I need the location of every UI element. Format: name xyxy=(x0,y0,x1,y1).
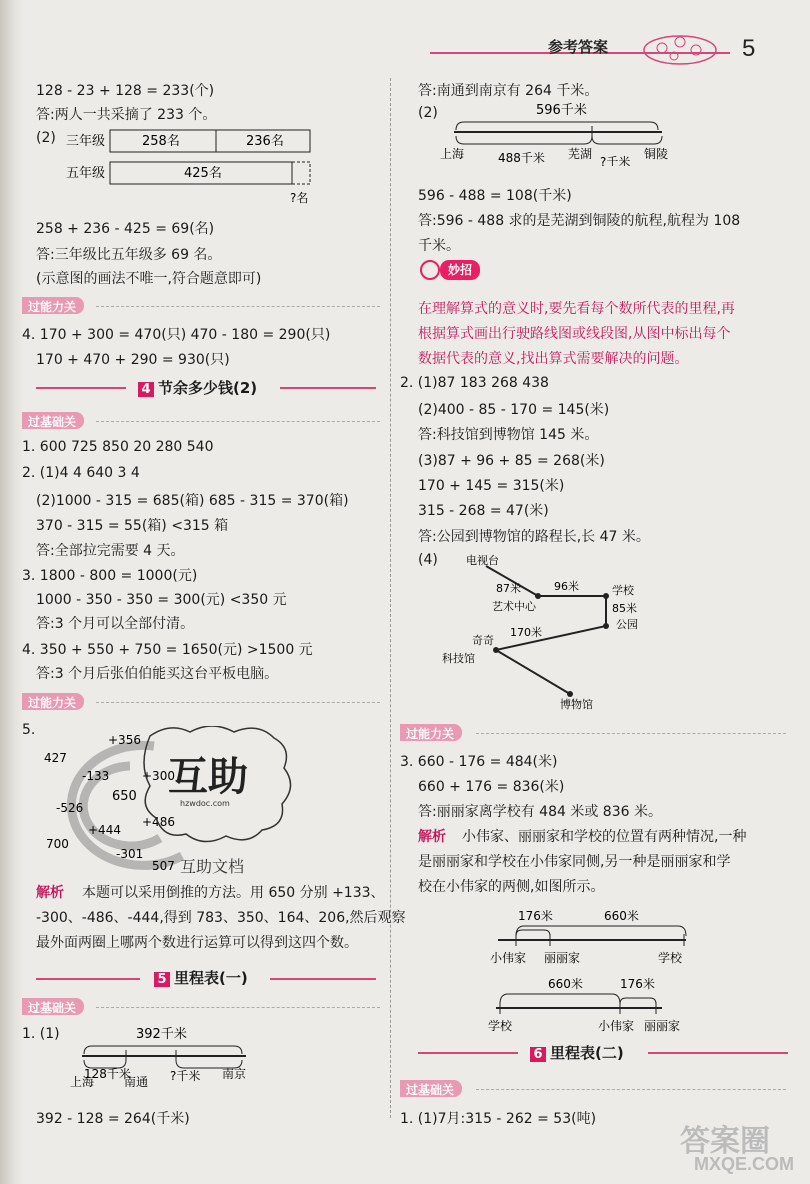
tip-text: 根据算式画出行驶路线图或线段图,从图中标出每个 xyxy=(418,326,731,342)
ring-value: -301 xyxy=(116,847,144,861)
answer-line: 1. (1) xyxy=(22,1026,60,1042)
route-place: 芜湖 xyxy=(568,147,593,161)
seg-distance: 176米 xyxy=(620,977,655,991)
answer-line: 315 - 268 = 47(米) xyxy=(418,503,549,519)
answer-line: 4. 350 + 550 + 750 = 1650(元) >1500 元 xyxy=(22,642,313,658)
banner-rule xyxy=(476,1089,786,1090)
answer-line: 370 - 315 = 55(箱) <315 箱 xyxy=(36,518,229,534)
analysis-text: 本题可以采用倒推的方法。用 650 分别 +133、 xyxy=(82,885,385,901)
map-place: 博物馆 xyxy=(560,698,593,711)
map-place: 电视台 xyxy=(466,554,499,567)
tip-text: 在理解算式的意义时,要先看每个数所代表的里程,再 xyxy=(418,301,735,317)
answer-line: 千米。 xyxy=(418,238,460,254)
answer-line: 答:3 个月后张伯伯能买这台平板电脑。 xyxy=(36,666,279,682)
section-banner: 过能力关 xyxy=(22,297,84,314)
section-banner: 过基础关 xyxy=(22,998,84,1015)
map-distance: 87米 xyxy=(496,582,521,595)
seg-distance: 660米 xyxy=(548,977,583,991)
answer-line: 答:596 - 488 求的是芜湖到铜陵的航程,航程为 108 xyxy=(418,213,741,229)
analysis-label: 解析 xyxy=(418,829,446,845)
answer-line: 596 - 488 = 108(千米) xyxy=(418,188,572,204)
answer-line: 170 + 470 + 290 = 930(只) xyxy=(36,352,230,368)
answer-line: 4. 170 + 300 = 470(只) 470 - 180 = 290(只) xyxy=(22,327,331,343)
route-total: 392千米 xyxy=(136,1027,187,1042)
ring-value: +300 xyxy=(142,769,175,783)
seg-place: 丽丽家 xyxy=(544,951,581,965)
route-map-diagram xyxy=(410,552,660,712)
answer-line: 128 - 23 + 128 = 233(个) xyxy=(36,83,215,99)
analysis-text: -300、-486、-444,得到 783、350、164、206,然后观察 xyxy=(36,910,406,926)
map-distance: 96米 xyxy=(554,580,579,593)
route-place: 铜陵 xyxy=(644,147,669,161)
answer-line: 170 + 145 = 315(米) xyxy=(418,478,565,494)
answer-line: 答:丽丽家离学校有 484 米或 836 米。 xyxy=(418,804,662,820)
stamp-small-text: 互助文档 xyxy=(180,857,245,876)
section-rule xyxy=(280,387,376,389)
analysis-label: 解析 xyxy=(36,885,64,901)
route-seg-b: ?千米 xyxy=(600,155,631,166)
seg-place: 小伟家 xyxy=(490,951,527,965)
lightbulb-icon xyxy=(420,260,440,280)
map-distance: 85米 xyxy=(612,602,637,615)
map-place: 学校 xyxy=(612,584,634,597)
section-banner: 过基础关 xyxy=(400,1080,462,1097)
section-banner: 过能力关 xyxy=(400,724,462,741)
answer-line: 3. 1800 - 800 = 1000(元) xyxy=(22,568,198,584)
section-rule xyxy=(36,978,140,980)
analysis-text: 是丽丽家和学校在小伟家同侧,另一种是丽丽家和学 xyxy=(418,854,731,870)
stamp-url: hzwdoc.com xyxy=(180,799,230,808)
number-ring-diagram xyxy=(34,726,384,876)
tip-text: 数据代表的意义,找出算式需要解决的问题。 xyxy=(418,351,689,367)
answer-line: 答:公园到博物馆的路程长,长 47 米。 xyxy=(418,529,650,545)
bar-model-diagram xyxy=(62,124,322,204)
bar-question: ?名 xyxy=(290,191,309,204)
route-seg-b: ?千米 xyxy=(170,1069,201,1083)
route-total: 596千米 xyxy=(536,103,587,118)
tip-label: 妙招 xyxy=(440,260,480,280)
banner-rule xyxy=(96,702,380,703)
bar-label-grade5: 五年级 xyxy=(66,166,106,181)
route-diagram-1 xyxy=(70,1024,270,1088)
ring-value: +444 xyxy=(88,823,121,837)
answer-line: (2) xyxy=(36,130,56,146)
book-spine-shadow xyxy=(0,0,24,1184)
ring-value: 427 xyxy=(44,751,67,765)
answer-line: 答:科技馆到博物馆 145 米。 xyxy=(418,427,599,443)
section-banner: 过能力关 xyxy=(22,693,84,710)
seg-distance: 660米 xyxy=(604,909,639,923)
analysis-text: 最外面两圈上哪两个数进行运算可以得到这四个数。 xyxy=(36,935,358,951)
banner-rule xyxy=(96,306,380,307)
section-heading: 5 里程表(一) xyxy=(154,967,248,988)
segment-diagram-2 xyxy=(486,974,696,1036)
section-rule xyxy=(418,1052,518,1054)
answer-line: (2)400 - 85 - 170 = 145(米) xyxy=(418,402,610,418)
answer-line: 2. (1)4 4 640 3 4 xyxy=(22,465,140,481)
route-seg-a: 488千米 xyxy=(498,151,545,165)
seg-place: 小伟家 xyxy=(598,1019,635,1033)
answer-line: 答:两人一共采摘了 233 个。 xyxy=(36,107,217,123)
section-heading: 6 里程表(二) xyxy=(530,1042,624,1063)
ring-value: +356 xyxy=(108,733,141,747)
answer-line: 660 + 176 = 836(米) xyxy=(418,779,565,795)
stamp-logo xyxy=(144,726,291,876)
ring-value: 507 xyxy=(152,859,175,873)
map-place: 科技馆 xyxy=(442,652,475,665)
watermark-url: MXQE.COM xyxy=(694,1154,795,1174)
answer-line: 答:3 个月可以全部付清。 xyxy=(36,616,195,632)
seg-place: 学校 xyxy=(658,951,683,965)
seg-distance: 176米 xyxy=(518,909,553,923)
analysis-text: 校在小伟家的两侧,如图所示。 xyxy=(418,879,605,895)
answer-line: 258 + 236 - 425 = 69(名) xyxy=(36,221,215,237)
route-place: 上海 xyxy=(440,147,465,161)
ring-value: -133 xyxy=(82,769,110,783)
bar-value-425: 425名 xyxy=(184,166,222,181)
banner-rule xyxy=(96,1007,380,1008)
seg-place: 学校 xyxy=(488,1019,513,1033)
watermark-logo: 答案圈 xyxy=(680,1124,770,1159)
section-heading: 4 节余多少钱(2) xyxy=(138,377,257,398)
map-place: 艺术中心 xyxy=(492,600,536,613)
answer-line: (示意图的画法不唯一,符合题意即可) xyxy=(36,271,262,287)
banner-rule xyxy=(96,421,380,422)
segment-diagram-1 xyxy=(488,906,698,968)
route-place: 上海 xyxy=(70,1075,95,1088)
route-seg-a: 128千米 xyxy=(84,1067,131,1081)
answer-line: (2)1000 - 315 = 685(箱) 685 - 315 = 370(箱) xyxy=(36,493,349,509)
map-place: 奇奇 xyxy=(472,634,494,647)
answer-line: 答:南通到南京有 264 千米。 xyxy=(418,83,599,99)
answer-line: 5. xyxy=(22,722,36,738)
column-divider xyxy=(390,78,391,1118)
answer-line: 答:全部拉完需要 4 天。 xyxy=(36,543,185,559)
map-distance: 170米 xyxy=(510,626,542,639)
ring-value: 700 xyxy=(46,837,69,851)
answer-line: (2) xyxy=(418,105,438,121)
page-number: 5 xyxy=(742,35,756,62)
section-banner: 过基础关 xyxy=(22,412,84,429)
section-rule xyxy=(648,1052,788,1054)
section-rule xyxy=(36,387,126,389)
bar-value-236: 236名 xyxy=(246,134,284,149)
answer-line: 1. (1)7月:315 - 262 = 53(吨) xyxy=(400,1111,597,1127)
flower-decoration-icon xyxy=(640,30,720,70)
answer-line: (3)87 + 96 + 85 = 268(米) xyxy=(418,453,605,469)
answer-line: 1000 - 350 - 350 = 300(元) <350 元 xyxy=(36,592,287,608)
route-place: 南京 xyxy=(222,1067,247,1081)
ring-center: 650 xyxy=(112,789,137,804)
page-title: 参考答案 xyxy=(548,38,609,56)
bar-label-grade3: 三年级 xyxy=(66,134,106,149)
answer-line: 1. 600 725 850 20 280 540 xyxy=(22,439,214,455)
answer-line: 2. (1)87 183 268 438 xyxy=(400,375,549,391)
map-place: 公园 xyxy=(616,618,638,631)
route-diagram-2 xyxy=(440,100,690,166)
seg-place: 丽丽家 xyxy=(644,1019,681,1033)
ring-value: -526 xyxy=(56,801,84,815)
route-place: 南通 xyxy=(124,1075,149,1088)
answer-line: (4) xyxy=(418,552,438,568)
stamp-big-text: 互助 xyxy=(168,754,248,800)
answer-line: 3. 660 - 176 = 484(米) xyxy=(400,754,558,770)
answer-line: 答:三年级比五年级多 69 名。 xyxy=(36,247,222,263)
banner-rule xyxy=(476,733,786,734)
analysis-text: 小伟家、丽丽家和学校的位置有两种情况,一种 xyxy=(462,829,747,845)
section-rule xyxy=(270,978,376,980)
ring-value: +486 xyxy=(142,815,175,829)
bar-value-258: 258名 xyxy=(142,134,180,149)
answer-line: 392 - 128 = 264(千米) xyxy=(36,1111,190,1127)
